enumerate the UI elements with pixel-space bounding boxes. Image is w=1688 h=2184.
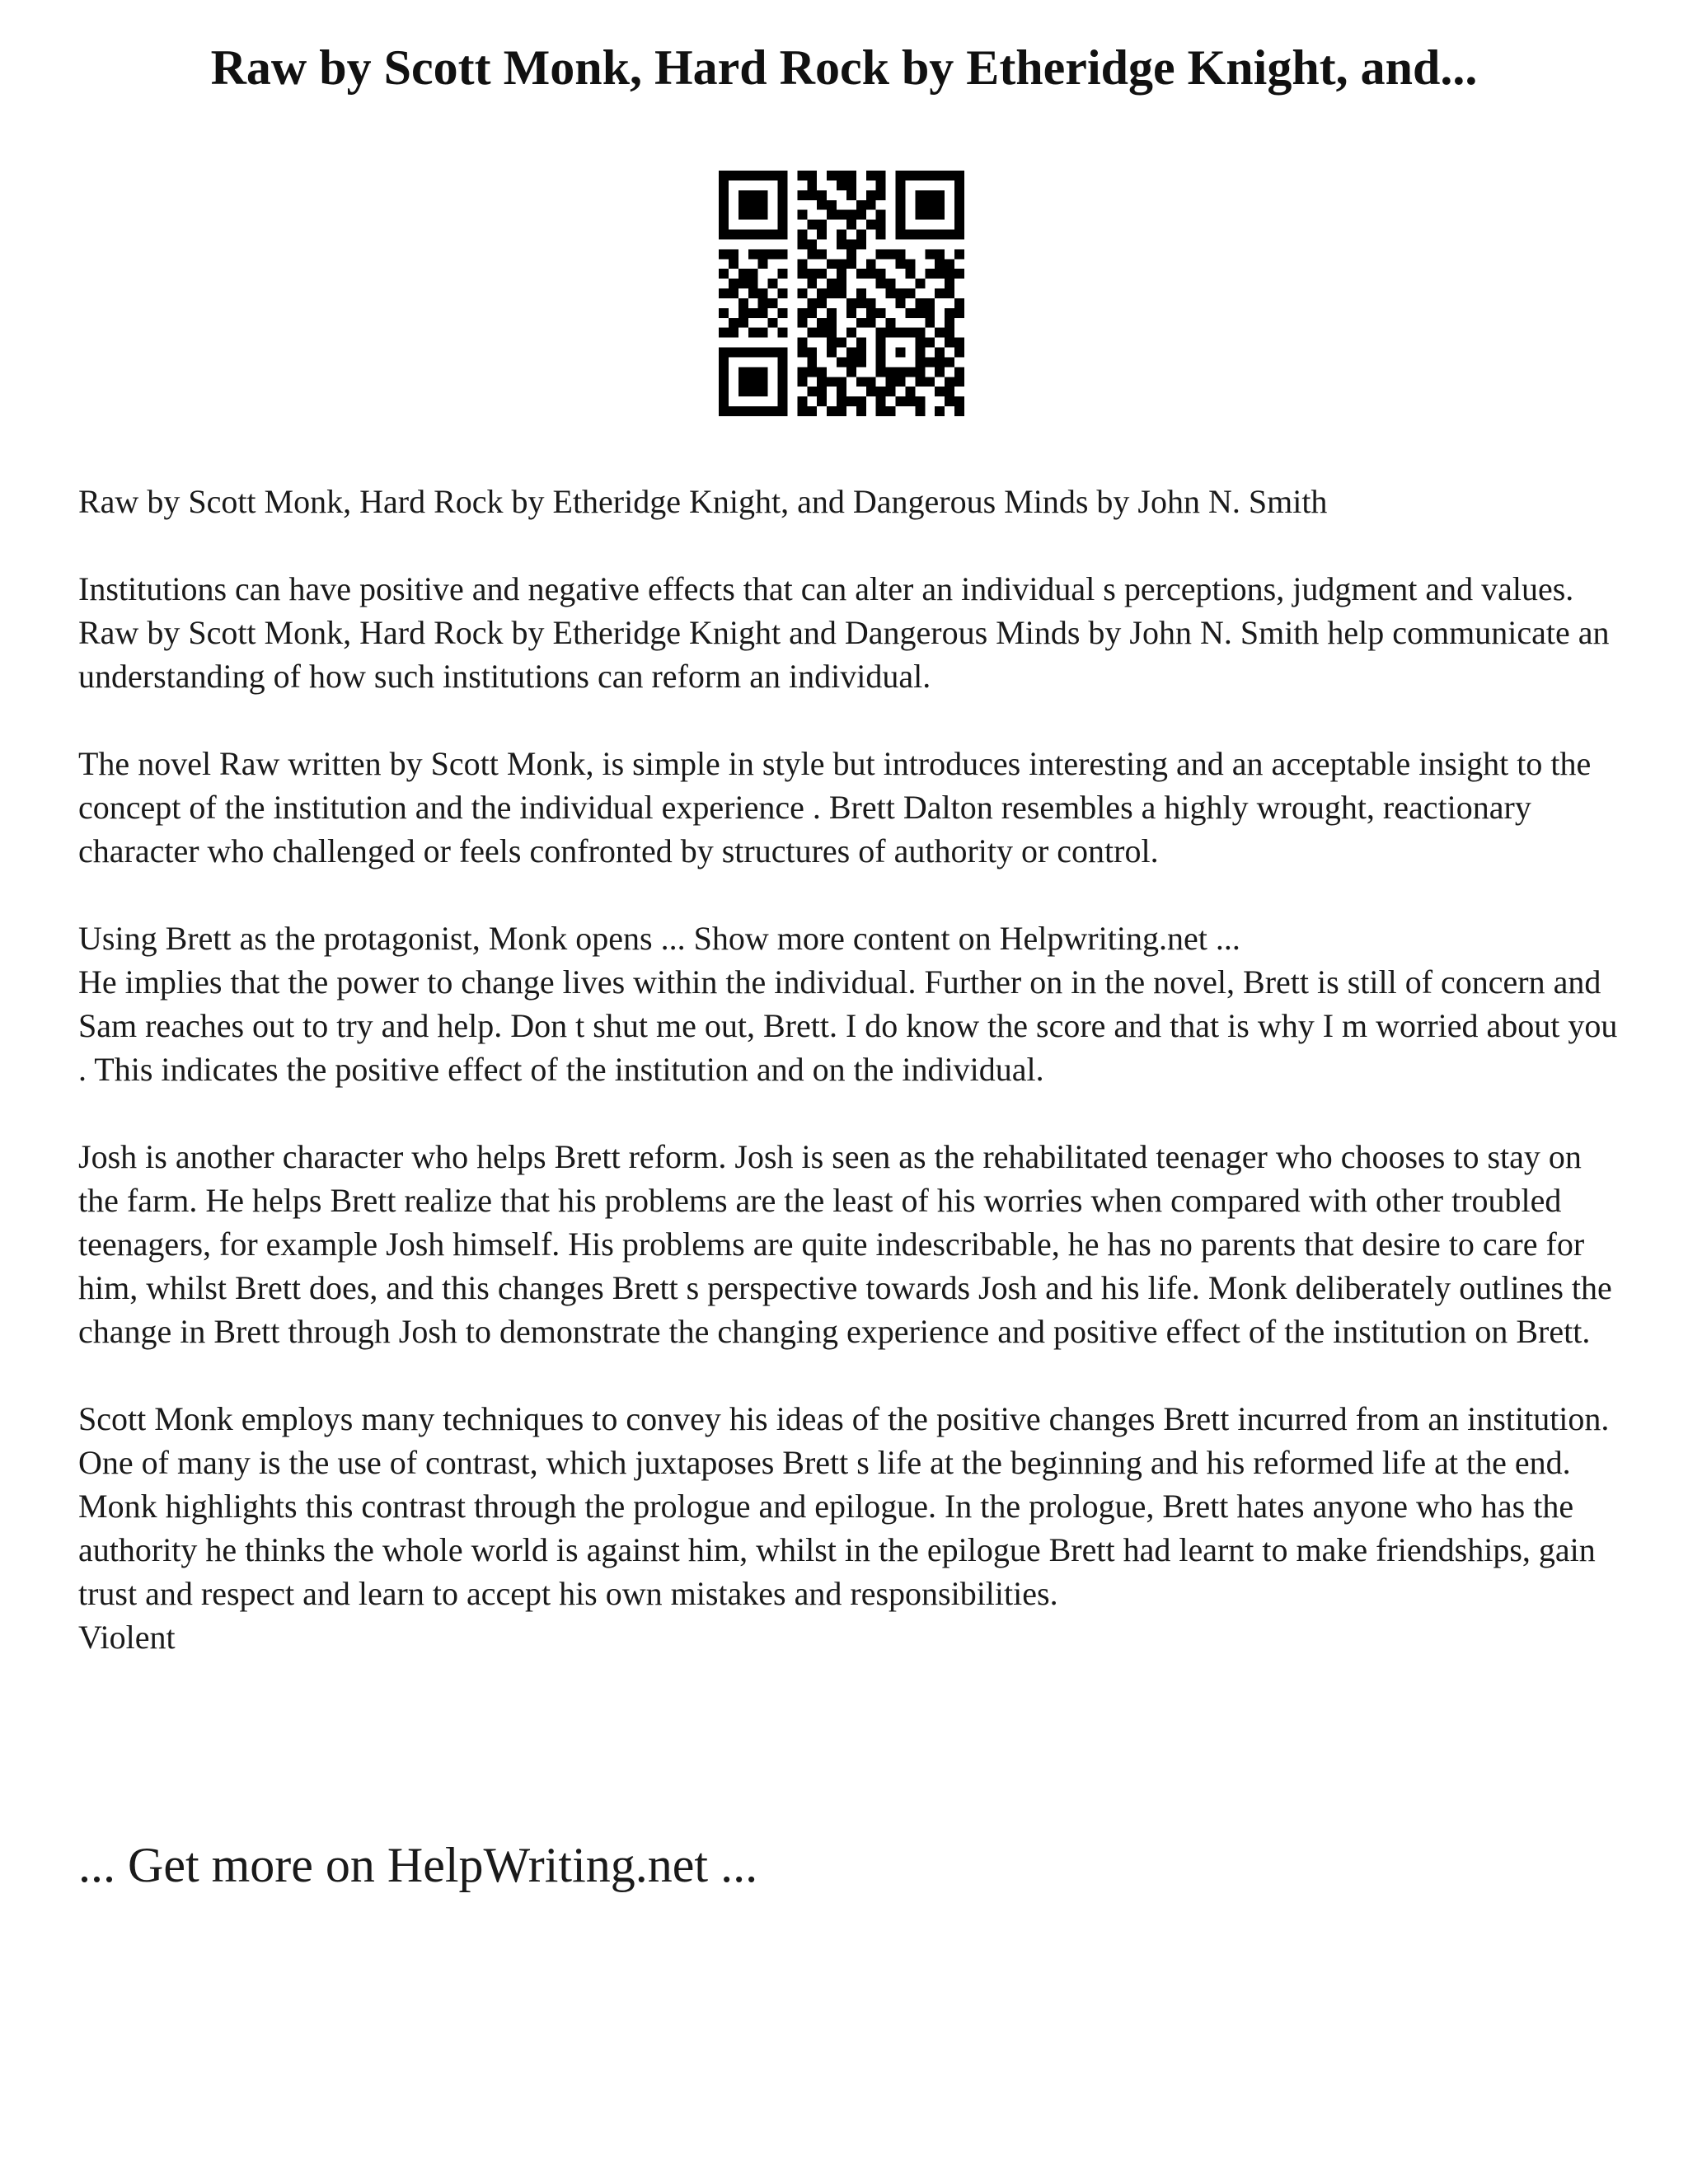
document-body: [78, 480, 1628, 1659]
paragraph-josh: Josh is another character who helps Brett reform. Josh is seen as the rehabilitated teenager who chooses to stay on the farm. He helps Brett realize that his problems are the least of his worries when compared with other troubled teenagers, for example Josh himself. His problems are quite indescribable, he has no parents that desire to care for him, whilst Brett does, and this changes Brett s perspective towards Josh and his life. Monk deliberately outlines the change in Brett through Josh to demonstrate the changing experience and positive effect of the institution on Brett.: [78, 1138, 1612, 1350]
paragraph-sam: He implies that the power to change lives within the individual. Further on in the novel, Brett is still of concern and Sam reaches out to try and help. Don t shut me out, Brett. I do know the score and that is why I m worried about you . This indicates the positive effect of the institution and on the individual.: [78, 963, 1618, 1088]
paragraph-contrast: Scott Monk employs many techniques to convey his ideas of the positive changes Brett incurred from an institution. One of many is the use of contrast, which juxtaposes Brett s life at the beginning and his reformed life at the end. Monk highlights this contrast through the prologue and epilogue. In the prologue, Brett hates anyone who has the authority he thinks the whole world is against him, whilst in the epilogue Brett had learnt to make friendships, gain trust and respect and learn to accept his own mistakes and responsibilities.: [78, 1400, 1610, 1612]
paragraph-intro: Institutions can have positive and negative effects that can alter an individual s perceptions, judgment and values. Raw by Scott Monk, Hard Rock by Etheridge Knight and Dangerous Minds by John N. Smith help communicate an understanding of how such institutions can reform an individual.: [78, 570, 1610, 695]
get-more-link[interactable]: ... Get more on HelpWriting.net ...: [78, 1838, 758, 1892]
document-title: Raw by Scott Monk, Hard Rock by Etheridge Knight, and...: [210, 40, 1478, 95]
qr-code: [719, 171, 964, 416]
paragraph-novel: The novel Raw written by Scott Monk, is simple in style but introduces interesting and an acceptable insight to the concept of the institution and the individual experience . Brett Dalton resembles a highly wrought, reactionary character who challenged or feels confronted by structures of authority or control.: [78, 745, 1592, 869]
paragraph-heading: Raw by Scott Monk, Hard Rock by Etheridge Knight, and Dangerous Minds by John N. Smith: [78, 483, 1328, 520]
paragraph-violent: Violent: [78, 1619, 176, 1656]
paragraph-show-more: Using Brett as the protagonist, Monk opens ... Show more content on Helpwriting.net ...: [78, 920, 1240, 957]
